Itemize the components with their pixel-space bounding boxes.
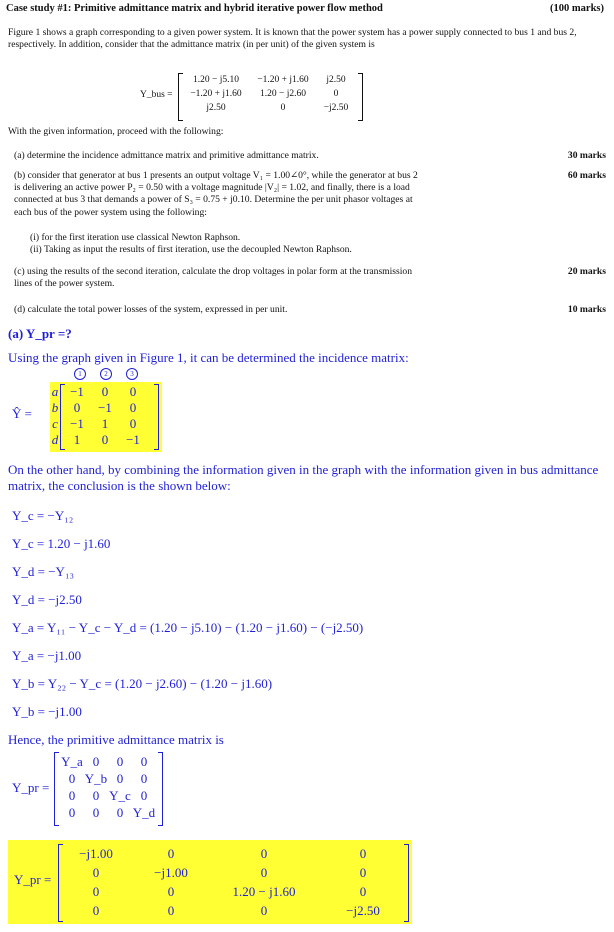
ybus-right-bracket (358, 73, 363, 121)
equation-line: Y_c = 1.20 − j1.60 (12, 536, 111, 551)
question-d-marks: 10 marks (567, 304, 606, 315)
incidence-cell: −1 (70, 384, 84, 399)
equation-line: Y_b = −j1.00 (12, 704, 82, 719)
incidence-cell: 0 (129, 400, 137, 415)
incidence-label: Ŷ = (12, 406, 32, 421)
ypr-symbolic-cell: Y_c (109, 788, 131, 803)
incidence-row-label: a (51, 384, 59, 399)
ypr-symbolic-cell: 0 (68, 788, 76, 803)
ypr-numeric-cell: 0 (359, 846, 367, 861)
ypr-symbolic-cell: 0 (68, 771, 76, 786)
ypr-symbolic-cell: 0 (140, 754, 148, 769)
ypr-symbolic-right-bracket (158, 752, 163, 826)
hence-text: Hence, the primitive admittance matrix is (8, 732, 224, 747)
ypr-symbolic-cell: 0 (140, 788, 148, 803)
incidence-cell: 0 (101, 384, 109, 399)
equation-line: Y_c = −Y₁₂ (12, 508, 74, 523)
ypr-numeric-cell: −j2.50 (346, 903, 380, 918)
ypr-symbolic-cell: 0 (92, 805, 100, 820)
answer-heading: (a) Y_pr =? (8, 326, 72, 341)
ypr-numeric-cell: 0 (260, 865, 268, 880)
ypr-symbolic-cell: Y_a (61, 754, 83, 769)
ybus-cell: −1.20 + j1.60 (257, 75, 309, 85)
question-b: (b) consider that generator at bus 1 presents an output voltage V₁ = 1.00∠0°, while the generator at bus 2 is delivering an active power P₂ = 0.50 with a voltage magnitude |V₂| = 1.02, and finally, there is a load connected at bus 3 that demands a power of S₃ = 0.75 + j0.10. Determine the per unit phasor voltages at each bus of the power system using the following: (14, 170, 418, 218)
ybus-cell: j2.50 (206, 103, 226, 113)
ypr-numeric-cell: 0 (92, 903, 100, 918)
incidence-cell: −1 (70, 416, 84, 431)
ypr-symbolic-label: Y_pr = (12, 780, 50, 795)
question-d: (d) calculate the total power losses of the system, expressed in per unit. (14, 304, 288, 315)
ybus-label: Y_bus = (140, 90, 173, 100)
incidence-cell: −1 (126, 432, 140, 447)
subitem-i: (i) for the first iteration use classical Newton Raphson. (30, 232, 241, 243)
ypr-symbolic-left-bracket (54, 752, 59, 826)
incidence-row-label: b (51, 400, 59, 415)
question-b-marks: 60 marks (567, 170, 606, 181)
ypr-symbolic-cell: 0 (140, 771, 148, 786)
incidence-cell: 1 (73, 432, 81, 447)
ypr-numeric-label: Y_pr = (14, 872, 52, 887)
ypr-symbolic-matrix (8, 750, 168, 828)
ypr-symbolic-cell: 0 (116, 754, 124, 769)
incidence-row-label: d (51, 432, 59, 447)
question-c-marks: 20 marks (567, 266, 606, 277)
total-marks: (100 marks) (550, 3, 604, 14)
ypr-symbolic-cell: 0 (92, 754, 100, 769)
ypr-numeric-cell: 0 (167, 846, 175, 861)
ypr-numeric-cell: 0 (167, 884, 175, 899)
intro-paragraph: Figure 1 shows a graph corresponding to a given power system. It is known that the power system has a power supply connected to bus 1 and bus 2, respectively. In addition, consider that the admittance matrix (in per unit) of the given system is (8, 27, 577, 51)
equation-line: Y_b = Y₂₂ − Y_c = (1.20 − j2.60) − (1.20 − j1.60) (12, 676, 273, 691)
ypr-symbolic-cell: Y_b (84, 771, 108, 786)
ybus-matrix (140, 73, 400, 121)
ybus-cell: 1.20 − j2.60 (260, 89, 306, 99)
ybus-cell: −1.20 + j1.60 (190, 89, 242, 99)
ypr-symbolic-cell: 0 (116, 771, 124, 786)
incidence-cell: 0 (129, 416, 137, 431)
case-study-title: Case study #1: Primitive admittance matrix and hybrid iterative power flow method (6, 3, 383, 14)
case-study-header (6, 3, 606, 14)
question-c: (c) using the results of the second iteration, calculate the drop voltages in polar form at the transmission lines of the power system. (14, 266, 413, 290)
ypr-numeric-cell: 0 (260, 846, 268, 861)
ybus-left-bracket (178, 73, 183, 121)
ypr-numeric-cell: 0 (92, 884, 100, 899)
answer-line-1: Using the graph given in Figure 1, it can be determined the incidence matrix: (8, 350, 409, 365)
equation-line: Y_a = −j1.00 (12, 648, 82, 663)
question-a-marks: 30 marks (567, 150, 606, 161)
ypr-symbolic-cell: Y_d (132, 805, 156, 820)
subitem-ii: (ii) Taking as input the results of first iteration, use the decoupled Newton Raphson. (30, 244, 352, 255)
incidence-cell: −1 (98, 400, 112, 415)
incidence-cell: 0 (73, 400, 81, 415)
ypr-symbolic-cell: 0 (68, 805, 76, 820)
equation-line: Y_d = −j2.50 (12, 592, 82, 607)
proceed-text: With the given information, proceed with the following: (8, 126, 224, 137)
incidence-cell: 1 (101, 416, 109, 431)
ybus-cell: 0 (280, 103, 286, 113)
question-a: (a) determine the incidence admittance matrix and primitive admittance matrix. (14, 150, 319, 161)
ypr-numeric-cell: −j1.00 (79, 846, 113, 861)
ypr-numeric-cell: 0 (167, 903, 175, 918)
node-3-circle: 3 (126, 368, 138, 380)
ypr-symbolic-cell: 0 (116, 805, 124, 820)
answer-line-2: On the other hand, by combining the information given in the graph with the information given in bus admittance matrix, the conclusion is the shown below: (8, 462, 599, 493)
incidence-matrix (8, 368, 168, 454)
ypr-numeric-cell: 0 (359, 884, 367, 899)
ybus-cell: j2.50 (326, 75, 346, 85)
ypr-numeric-cell: 0 (359, 865, 367, 880)
ypr-symbolic-cell: 0 (92, 788, 100, 803)
ypr-numeric-cell: −j1.00 (154, 865, 188, 880)
incidence-row-label: c (52, 416, 58, 431)
incidence-cell: 0 (129, 384, 137, 399)
incidence-right-bracket (154, 384, 159, 450)
equation-line: Y_a = Y₁₁ − Y_c − Y_d = (1.20 − j5.10) − (1.20 − j1.60) − (−j2.50) (12, 620, 364, 635)
ybus-cell: −j2.50 (323, 103, 349, 113)
ypr-numeric-cell: 0 (260, 903, 268, 918)
ypr-numeric-matrix (8, 840, 608, 926)
node-2-circle: 2 (100, 368, 112, 380)
ypr-numeric-left-bracket (58, 844, 63, 922)
ypr-numeric-cell: 0 (92, 865, 100, 880)
node-1-circle: 1 (74, 368, 86, 380)
ypr-numeric-right-bracket (404, 844, 409, 922)
ypr-numeric-cell: 1.20 − j1.60 (232, 884, 296, 899)
ybus-cell: 0 (333, 89, 339, 99)
ybus-cell: 1.20 − j5.10 (193, 75, 239, 85)
incidence-cell: 0 (101, 432, 109, 447)
equation-line: Y_d = −Y₁₃ (12, 564, 75, 579)
